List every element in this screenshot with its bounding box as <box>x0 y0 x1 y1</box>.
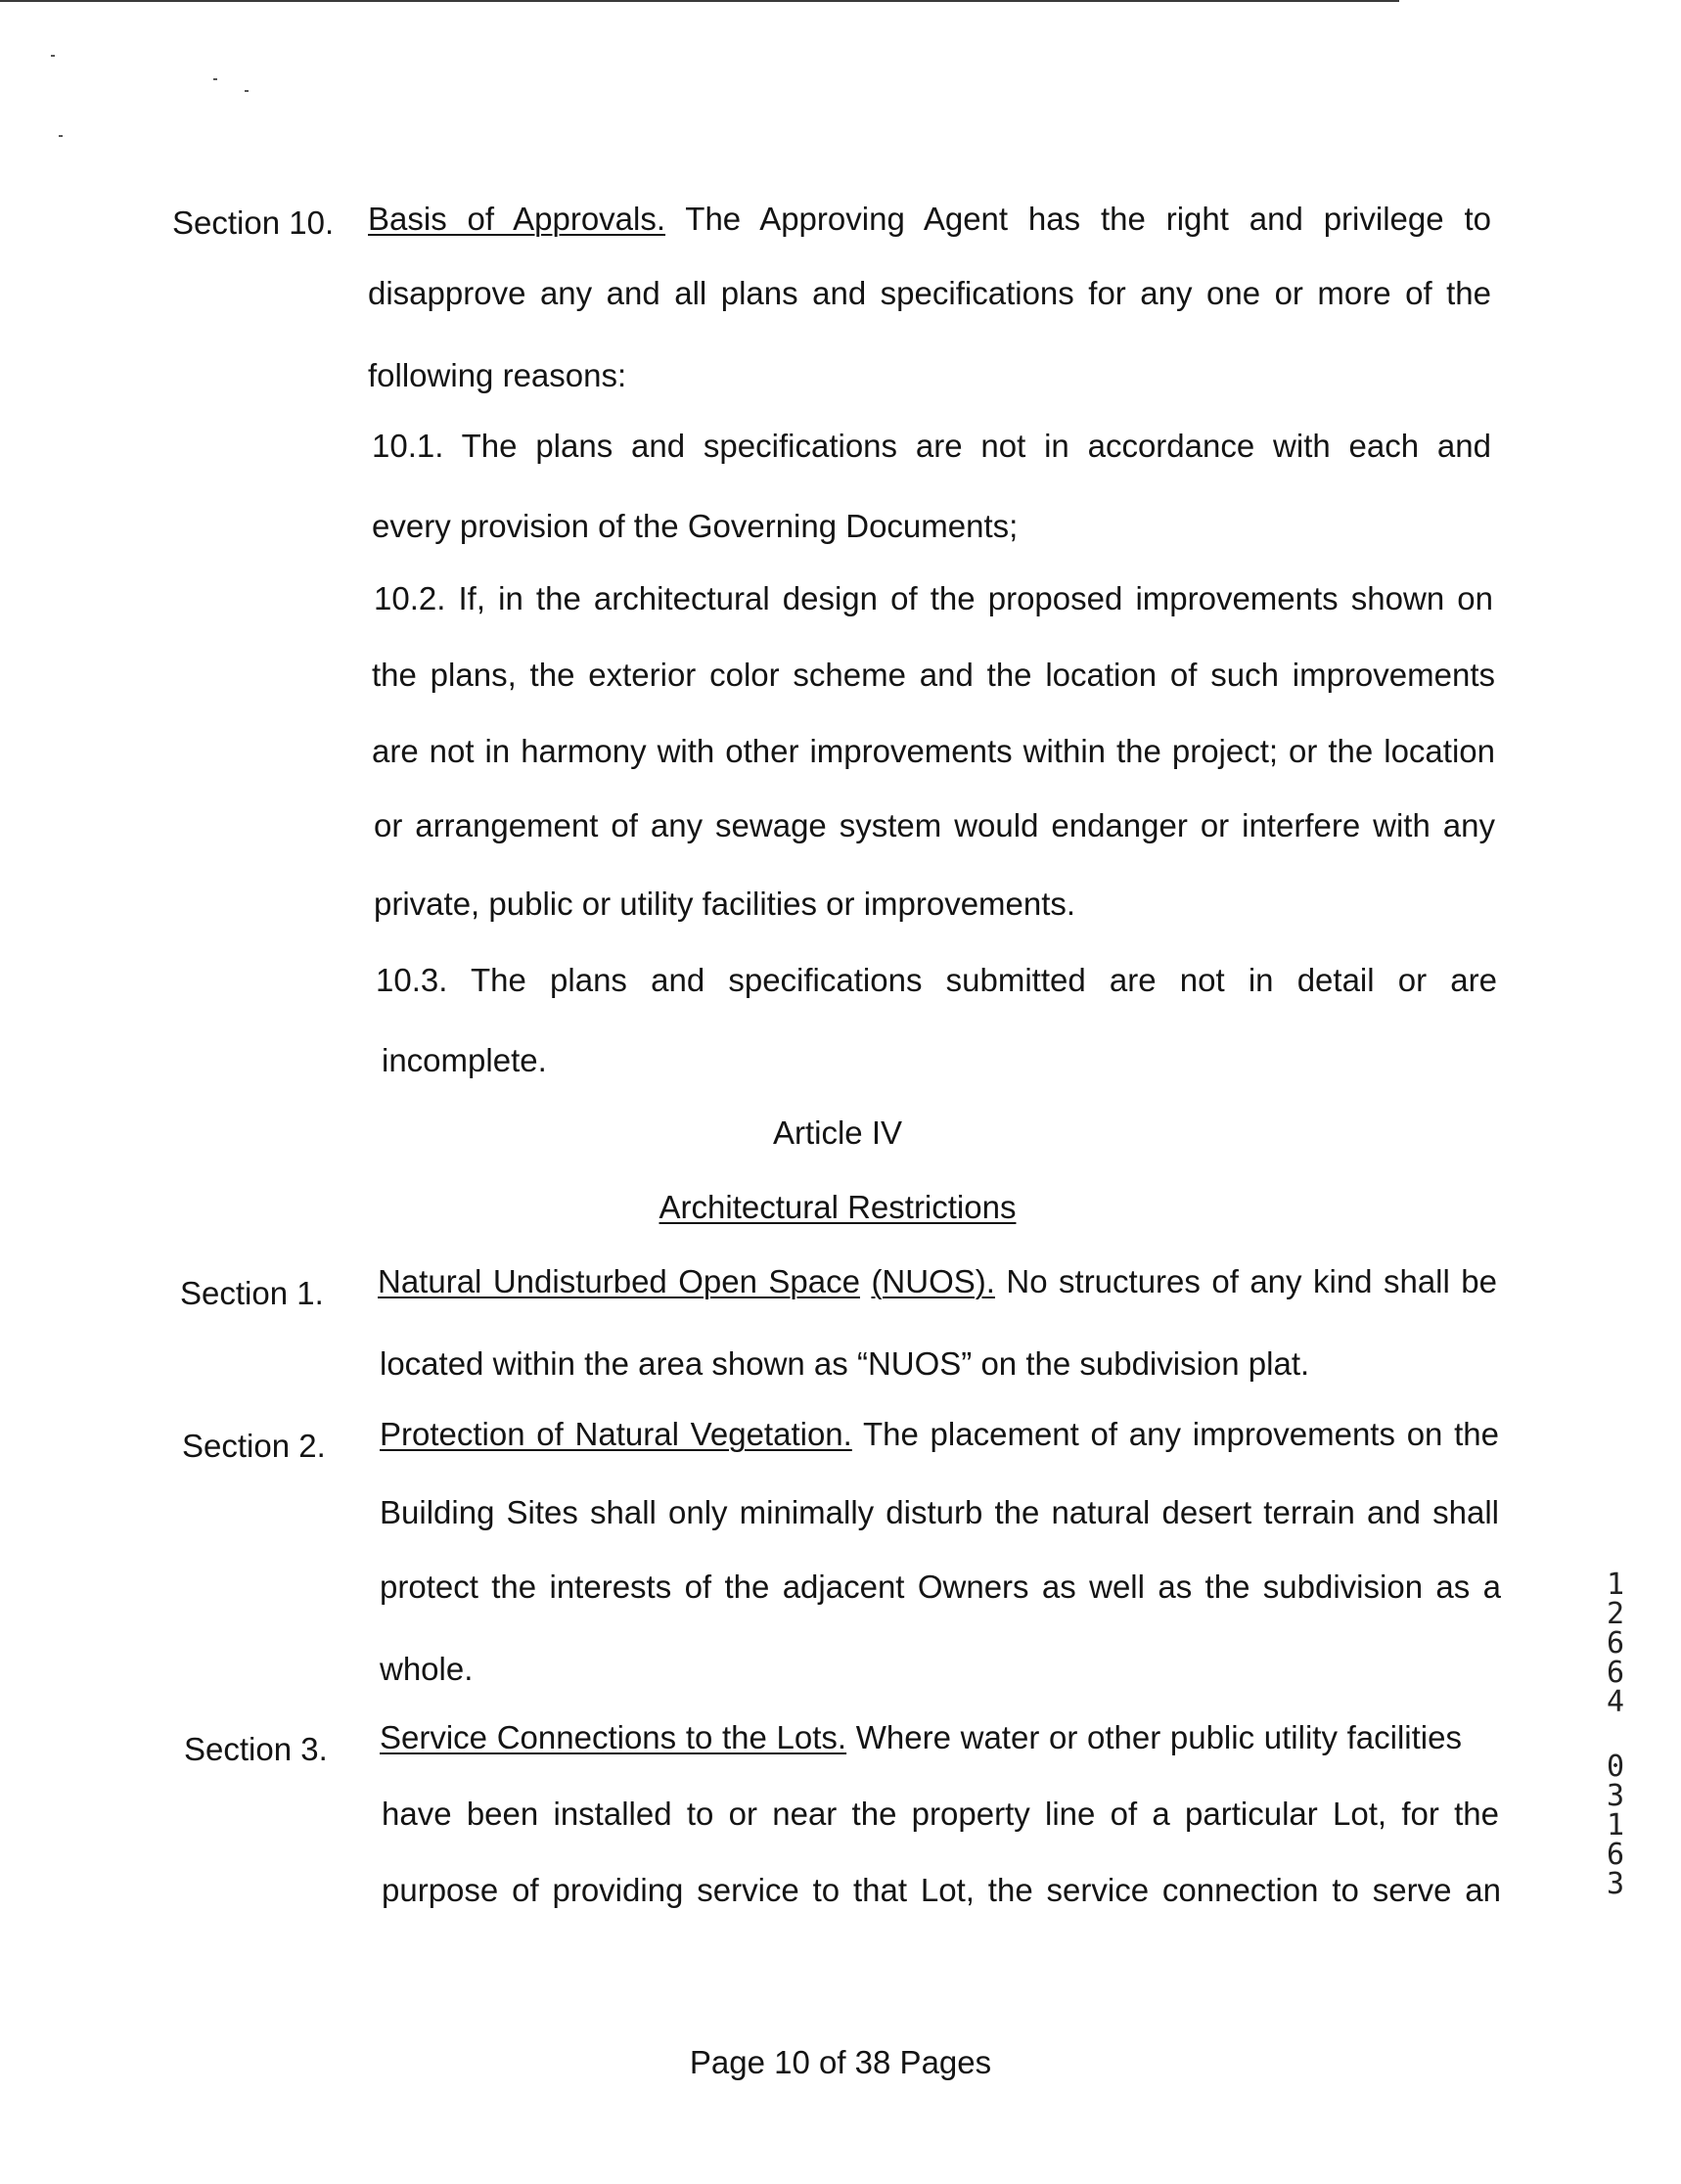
scan-speck <box>59 135 63 137</box>
section-2-line-3: protect the interests of the adjacent Owners as well as the subdivision as a <box>380 1569 1501 1605</box>
section-1-text-1: No structures of any kind shall be <box>1006 1263 1497 1299</box>
section-3-line-3: purpose of providing service to that Lot, the service connection to serve an <box>382 1872 1501 1908</box>
section-1-line-2: located within the area shown as “NUOS” on the subdivision plat. <box>380 1345 1310 1382</box>
scan-speck <box>245 90 249 92</box>
section-10-line-2: disapprove any and all plans and specifications for any one or more of the <box>368 275 1491 311</box>
item-10-2-line-3: are not in harmony with other improvements within the project; or the location <box>372 733 1495 769</box>
margin-digit: 1 <box>1606 1568 1625 1602</box>
item-10-3-line-1: 10.3. The plans and specifications submitted are not in detail or are <box>376 962 1497 998</box>
section-1-line-1 <box>378 1262 1497 1301</box>
section-2-label: Section 2. <box>182 1428 326 1464</box>
item-10-2-line-5: private, public or utility facilities or improvements. <box>374 886 1076 922</box>
scan-speck <box>51 55 55 57</box>
section-1-heading-a: Natural Undisturbed Open Space <box>378 1263 860 1299</box>
article-title <box>544 1188 1131 1227</box>
item-10-3-line-2: incomplete. <box>382 1042 547 1078</box>
margin-digit-gap <box>1601 1717 1630 1752</box>
scan-top-rule <box>0 0 1399 2</box>
margin-digit: 3 <box>1606 1867 1625 1901</box>
section-2-line-2: Building Sites shall only minimally disturb the natural desert terrain and shall <box>380 1494 1499 1530</box>
section-3-text-1: Where water or other public utility facilities <box>855 1719 1462 1755</box>
section-2-heading: Protection of Natural Vegetation. <box>380 1416 852 1452</box>
margin-digit: 2 <box>1606 1597 1625 1631</box>
article-title-text: Architectural Restrictions <box>659 1189 1017 1225</box>
article-number: Article IV <box>772 1115 903 1151</box>
section-1-heading-b: (NUOS). <box>871 1263 995 1299</box>
page-number-footer: Page 10 of 38 Pages <box>689 2044 992 2080</box>
item-10-2-line-4: or arrangement of any sewage system would endanger or interfere with any <box>374 807 1495 843</box>
section-10-text-1: The Approving Agent has the right and privilege to <box>685 201 1491 237</box>
scan-speck <box>213 78 217 80</box>
section-2-text-1: The placement of any improvements on the <box>862 1416 1500 1452</box>
item-10-2-line-1: 10.2. If, in the architectural design of the proposed improvements shown on <box>374 580 1493 616</box>
section-10-heading: Basis of Approvals. <box>368 201 666 237</box>
margin-digit: 4 <box>1606 1685 1625 1719</box>
item-10-1-line-1: 10.1. The plans and specifications are not in accordance with each and <box>372 428 1491 464</box>
margin-digit: 6 <box>1606 1656 1625 1690</box>
section-3-heading: Service Connections to the Lots. <box>380 1719 847 1755</box>
margin-digit: 0 <box>1606 1750 1625 1784</box>
margin-digit: 6 <box>1606 1626 1625 1661</box>
section-3-line-1 <box>380 1718 1462 1757</box>
item-10-1-line-2: every provision of the Governing Documents; <box>372 508 1019 544</box>
margin-digit: 3 <box>1606 1779 1625 1813</box>
section-3-label: Section 3. <box>184 1731 328 1767</box>
section-2-line-4: whole. <box>380 1651 474 1687</box>
section-10-label: Section 10. <box>172 205 335 241</box>
section-3-line-2: have been installed to or near the property line of a particular Lot, for the <box>382 1796 1499 1832</box>
section-1-label: Section 1. <box>180 1275 324 1311</box>
section-10-line-1 <box>368 200 1491 239</box>
item-10-2-line-2: the plans, the exterior color scheme and the location of such improvements <box>372 657 1495 693</box>
margin-digit: 6 <box>1606 1838 1625 1872</box>
margin-document-number <box>1601 1570 1630 1899</box>
section-2-line-1 <box>380 1415 1499 1454</box>
margin-digit: 1 <box>1606 1808 1625 1843</box>
section-10-line-3: following reasons: <box>368 357 627 393</box>
